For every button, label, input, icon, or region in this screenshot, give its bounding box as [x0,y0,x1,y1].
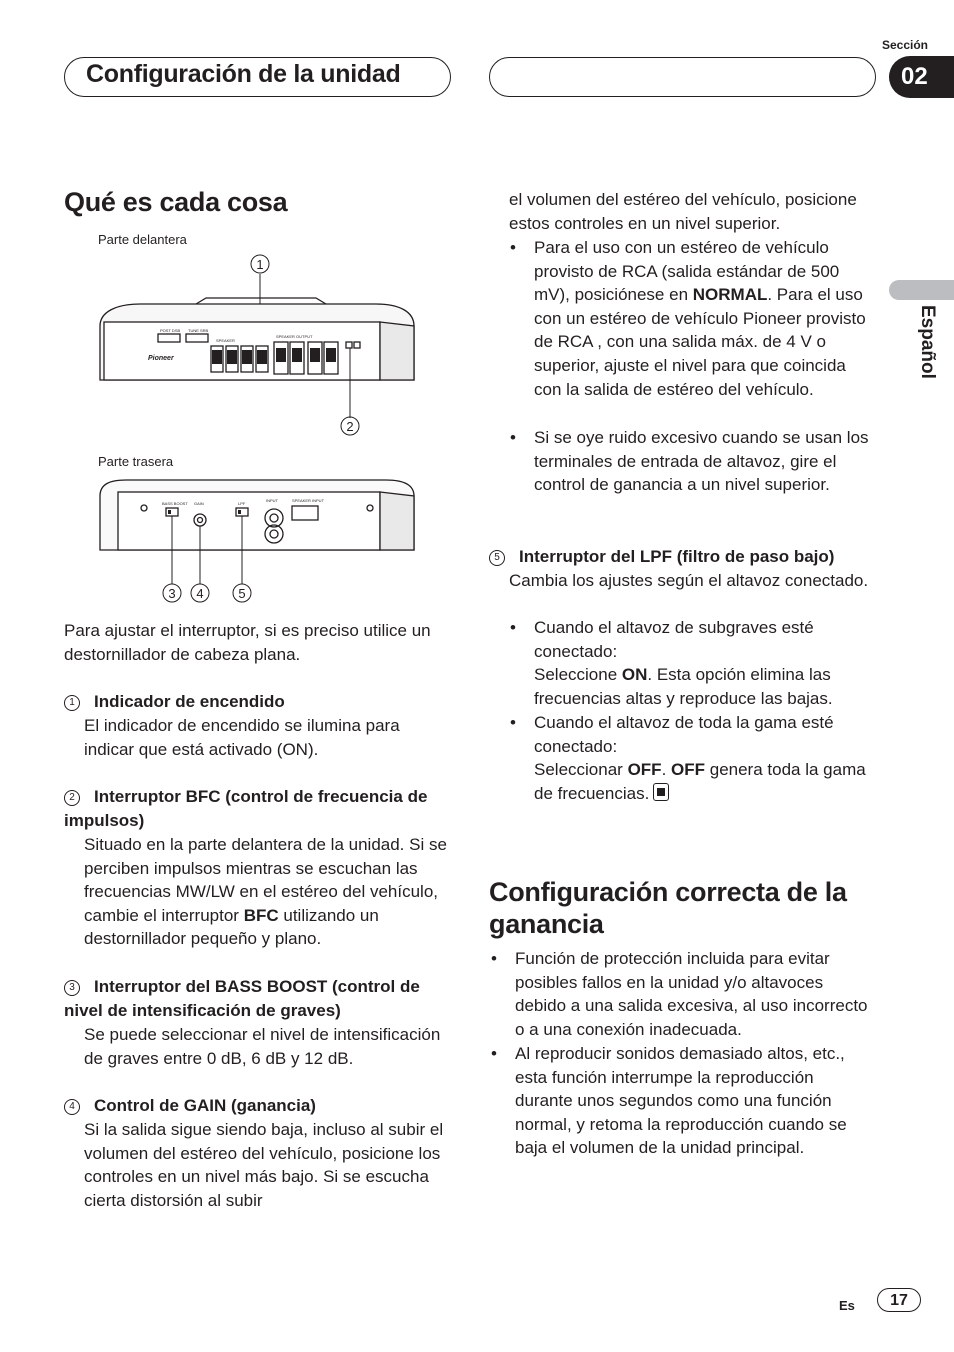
ganancia-bullet-2: • Al reproducir sonidos demasiado altos, etc., esta función interrumpe la reproducción durante unos segundos como una función normal, y retoma la reproducción cuando se baja el volumen de la unidad principal. [515,1042,875,1160]
item-1-title: 1 Indicador de encendido [64,690,454,714]
svg-text:SPEAKER: SPEAKER [216,338,235,343]
language-label: Español [917,305,938,379]
item-3-number: 3 [64,980,80,996]
section-label: Sección [881,38,928,52]
item-3-title: 3 Interruptor del BASS BOOST (control de nivel de intensificación de graves) [64,977,420,1020]
svg-text:GAIN: GAIN [194,501,204,506]
svg-text:BASS BOOST: BASS BOOST [162,501,188,506]
item-2-number: 2 [64,790,80,806]
item-5-title: 5 Interruptor del LPF (filtro de paso bajo) [489,545,879,569]
end-of-section-icon [653,783,669,801]
svg-text:POST DSB: POST DSB [160,328,181,333]
amplifier-rear-illustration [96,472,420,607]
callout-3-label: 3 [168,586,176,601]
page-title: Configuración de la unidad [86,60,401,88]
ganancia-bullet-1: • Función de protección incluida para evitar posibles fallos en la unidad y/o altavoces debido a una salida excesiva, al uso incorrecto o a una conexión inadecuada. [515,947,875,1041]
svg-text:INPUT: INPUT [266,498,278,503]
lpf-bullet-fullrange: • Cuando el altavoz de toda la gama esté conectado: Seleccionar OFF. OFF genera toda la gama de frecuencias. [534,711,877,805]
section-number-badge: 02 [889,56,954,98]
gain-continued: el volumen del estéreo del vehículo, posicione estos controles en un nivel superior. [509,190,857,233]
item-4-number: 4 [64,1099,80,1115]
heading-configuracion-ganancia: Configuración correcta de la ganancia [489,877,847,939]
svg-text:Pioneer: Pioneer [148,355,174,362]
item-5-number: 5 [489,550,505,566]
header-blank-frame [489,57,876,97]
item-2-title: 2 Interruptor BFC (control de frecuencia de impulsos) [64,787,428,830]
item-1-body: El indicador de encendido se ilumina para indicar que está activado (ON). [84,716,400,759]
lpf-bullet-subwoofer: • Cuando el altavoz de subgraves esté conectado: Seleccione ON. Esta opción elimina las frecuencias altas y reproduce las bajas. [534,616,877,710]
item-4-title: 4 Control de GAIN (ganancia) [64,1094,454,1118]
callout-1-label: 1 [256,257,264,272]
svg-text:SPEAKER OUTPUT: SPEAKER OUTPUT [276,334,313,339]
gain-bullet-1: • Para el uso con un estéreo de vehículo provisto de RCA (salida estándar de 500 mV), posiciónese en NORMAL. Para el uso con un estéreo de vehículo Pioneer provisto de RCA , con una salida máx. de 4 V o superior, ajuste el nivel para que coincida con la salida de estéreo del vehículo. [534,236,877,401]
language-tab [889,280,954,300]
gain-bullet-2: • Si se oye ruido excesivo cuando se usan los terminales de entrada de altavoz, gire el control de ganancia a un nivel superior. [534,426,877,497]
item-3-body: Se puede seleccionar el nivel de intensificación de graves entre 0 dB, 6 dB y 12 dB. [84,1025,441,1068]
svg-text:TUNE SRB: TUNE SRB [188,328,209,333]
item-1-number: 1 [64,695,80,711]
heading-que-es-cada-cosa: Qué es cada cosa [64,187,288,217]
callout-2-label: 2 [346,419,354,434]
intro-paragraph: Para ajustar el interruptor, si es preciso utilice un destornillador de cabeza plana. [64,621,431,664]
amplifier-front-illustration [96,250,420,440]
item-5-body: Cambia los ajustes según el altavoz conectado. [509,571,869,590]
footer-language-code: Es [839,1298,855,1313]
callout-5-label: 5 [238,586,246,601]
item-4-body: Si la salida sigue siendo baja, incluso al subir el volumen del estéreo del vehículo, posicione los controles en un nivel más bajo. Si se escucha cierta distorsión al subir [84,1120,444,1210]
front-caption: Parte delantera [98,232,187,247]
svg-text:SPEAKER INPUT: SPEAKER INPUT [292,498,325,503]
svg-text:LPF: LPF [238,501,246,506]
rear-caption: Parte trasera [98,454,174,469]
page-number: 17 [877,1288,921,1312]
item-2-body: Situado en la parte delantera de la unidad. Si se perciben impulsos mientras se escuchan las frecuencias MW/LW en el estéreo del vehículo, cambie el interruptor BFC utilizando un destornillador pequeño y plano. [84,835,447,949]
callout-4-label: 4 [196,586,204,601]
